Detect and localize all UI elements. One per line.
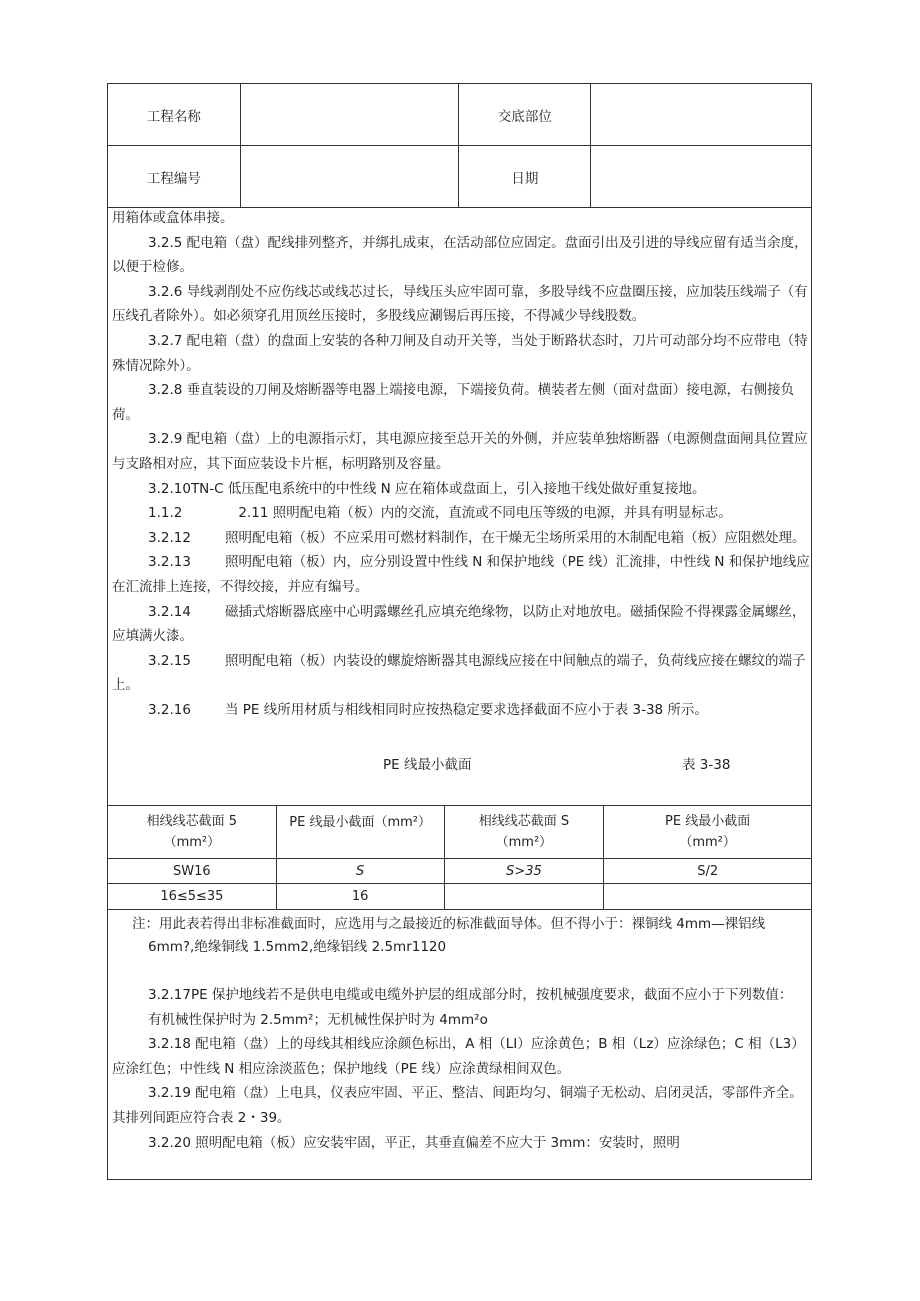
paragraph-3-2-14-text: 磁插式熔断器底座中心明露螺丝孔应填充绝缘物，以防止对地放电。磁插保险不得裸露金属螺丝，应填满火漆。 [112, 603, 806, 645]
body-text-2 [108, 983, 811, 1155]
paragraph-3-2-16-num: 3.2.16 [148, 701, 191, 718]
paragraph-3-2-15 [108, 649, 811, 698]
paragraph-3-2-19: 3.2.19 配电箱（盘）上电具，仪表应牢固、平正、整洁、间距均匀、铜端子无松动、启闭灵活，零部件齐全。其排列间距应符合表 2・39。 [112, 1085, 803, 1126]
table-number: 表 3-38 [682, 757, 731, 773]
paragraph-3-2-16-text: 当 PE 线所用材质与相线相同时应按热稳定要求选择截面不应小于表 3-38 所示。 [224, 701, 708, 718]
body-text [108, 206, 811, 722]
table-row [108, 859, 812, 884]
header-table [107, 83, 812, 208]
table-cell [444, 884, 604, 910]
paragraph-3-2-18: 3.2.18 配电箱（盘）上的母线其相线应涂颜色标出，A 相（LI）应涂黄色；B 相（Lz）应涂绿色；C 相（L3）应涂红色；中性线 N 相应涂淡蓝色；保护地线（PE 线）应涂黄绿相间双色。 [112, 1036, 805, 1077]
paragraph-3-2-12-num: 3.2.12 [148, 529, 191, 546]
table-cell: 16 [276, 884, 444, 910]
paragraph-3-2-11 [108, 501, 811, 526]
header-cell: 相线线芯截面 S （mm²） [444, 806, 604, 859]
table-cell: S>35 [444, 859, 604, 884]
table-cell: S [276, 859, 444, 884]
paragraph-3-2-20: 3.2.20 照明配电箱（板）应安装牢固，平正，其垂直偏差不应大于 3mm：安装时，照明 [148, 1134, 680, 1151]
paragraph-3-2-5: 3.2.5 配电箱（盘）配线排列整齐，并绑扎成束，在活动部位应固定。盘面引出及引进的导线应留有适当余度，以便于检修。 [112, 234, 808, 276]
handover-part-value [591, 84, 812, 146]
paragraph-3-2-11-text: 2.11 照明配电箱（板）内的交流，直流或不同电压等级的电源，并具有明显标志。 [238, 505, 732, 522]
paragraph-3-2-6: 3.2.6 导线剥削处不应伤线芯或线芯过长，导线压头应牢固可靠，多股导线不应盘圈压接，应加装压线端子（有压线孔者除外）。如必须穿孔用顶丝压接时，多股线应涮锡后再压接，不得减少导线股数。 [112, 283, 808, 325]
paragraph-3-2-9: 3.2.9 配电箱（盘）上的电源指示灯，其电源应接至总开关的外侧，并应装单独熔断器（电源侧盘面闸具位置应与支路相对应，其下面应装设卡片框，标明路别及容量。 [112, 431, 808, 472]
date-label: 日期 [459, 146, 591, 208]
paragraph-3-2-15-text: 照明配电箱（板）内装设的螺旋熔断器其电源线应接在中间触点的端子，负荷线应接在螺纹的端子上。 [112, 652, 806, 694]
table-cell: S/2 [604, 859, 812, 884]
paragraph-3-2-12-text: 照明配电箱（板）不应采用可燃材料制作，在干燥无尘场所采用的木制配电箱（板）应阻燃处理。 [224, 529, 806, 546]
project-no-label: 工程编号 [108, 146, 241, 208]
paragraph-3-2-15-num: 3.2.15 [148, 652, 191, 669]
paragraph-3-2-11-num: 1.1.2 [148, 505, 183, 522]
pe-section-table [107, 805, 812, 910]
paragraph-3-2-16 [108, 698, 811, 723]
note-line-1: 注：用此表若得出非标准截面时，应选用与之最接近的标准截面导体。但不得小于：裸铜线 4mm—裸铝线 [132, 916, 766, 932]
paragraph-3-2-13-num: 3.2.13 [148, 554, 191, 571]
project-no-value [240, 146, 459, 208]
header-cell: 相线线芯截面 5 （mm²） [108, 806, 277, 859]
handover-part-label: 交底部位 [459, 84, 591, 146]
table-cell [604, 884, 812, 910]
table-row [108, 884, 812, 910]
paragraph-3-2-14-num: 3.2.14 [148, 603, 191, 620]
date-value [591, 146, 812, 208]
header-cell: PE 线最小截面（mm²） [276, 806, 444, 859]
note-line-2: 6mm?,绝缘铜线 1.5mm2,绝缘铝线 2.5mr1120 [148, 939, 447, 955]
header-cell: PE 线最小截面 （mm²） [604, 806, 812, 859]
paragraph-3-2-17: 3.2.17PE 保护地线若不是供电电缆或电缆外护层的组成部分时，按机械强度要求，截面不应小于下列数值： [148, 987, 793, 1003]
project-name-label: 工程名称 [108, 84, 241, 146]
paragraph-3-2-12 [108, 526, 811, 551]
paragraph-3-2-10: 3.2.10TN-C 低压配电系统中的中性线 N 应在箱体或盘面上，引入接地干线处做好重复接地。 [148, 480, 706, 497]
paragraph-3-2-8: 3.2.8 垂直装设的刀闸及熔断器等电器上端接电源，下端接负荷。横装者左侧（面对盘面）接电源，右侧接负荷。 [112, 382, 795, 423]
paragraph-3-2-14 [108, 600, 811, 649]
paragraph-3-2-13-text: 照明配电箱（板）内，应分别设置中性线 N 和保护地线（PE 线）汇流排，中性线 N 和保护地线应在汇流排上连接，不得绞接，并应有编号。 [112, 554, 810, 595]
project-name-value [240, 84, 459, 146]
paragraph-continued: 用箱体或盒体串接。 [112, 210, 234, 226]
table-cell: SW16 [108, 859, 277, 884]
paragraph-3-2-7: 3.2.7 配电箱（盘）的盘面上安装的各种刀闸及自动开关等，当处于断路状态时，刀片可动部分均不应带电（特殊情况除外）。 [112, 332, 808, 374]
table-note [108, 913, 811, 959]
table-header-row [108, 806, 812, 859]
table-cell: 16≤5≤35 [108, 884, 277, 910]
table-title: PE 线最小截面 [383, 757, 472, 773]
paragraph-3-2-17-values: 有机械性保护时为 2.5mm²；无机械性保护时为 4mm²o [148, 1011, 488, 1028]
paragraph-3-2-13 [108, 550, 811, 599]
